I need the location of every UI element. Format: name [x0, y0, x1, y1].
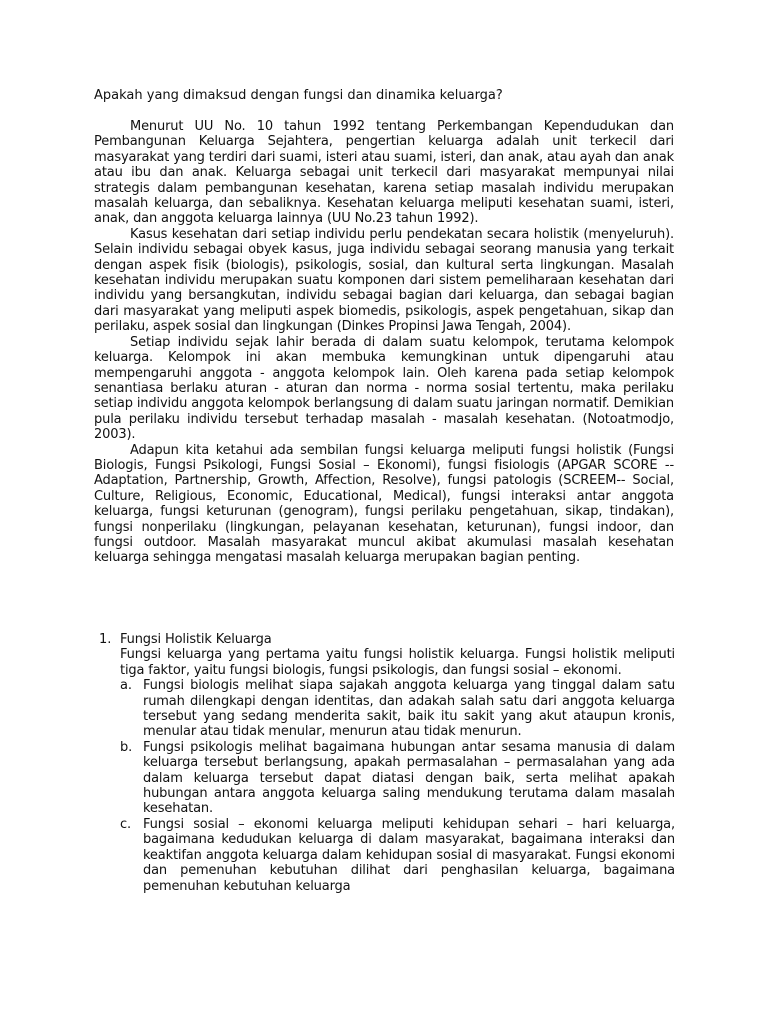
sub-item-marker: b.: [120, 739, 133, 755]
sub-item-text: Fungsi sosial – ekonomi keluarga meliputi kehidupan sehari – hari keluarga, bagaimana kedudukan keluarga di dalam masyarakat, bagaimana interaksi dan keaktifan anggota keluarga dalam kehidupan sosial di masyarakat. Fungsi ekonomi dan pemenuhan kebutuhan dilihat dari penghasilan keluarga, bagaimana pemenuhan kebutuhan keluarga: [143, 816, 675, 894]
sub-item-marker: a.: [120, 678, 132, 694]
list-intro: Fungsi keluarga yang pertama yaitu fungsi holistik keluarga. Fungsi holistik meliputi tiga faktor, yaitu fungsi biologis, fungsi psikologis, dan fungsi sosial – ekonomi.: [120, 647, 675, 678]
sub-item-b: [120, 740, 675, 817]
paragraph-3: Setiap individu sejak lahir berada di dalam suatu kelompok, terutama kelompok keluarga. Kelompok ini akan membuka kemungkinan untuk dipengaruhi atau mempengaruhi anggota - anggota kelompok lain. Oleh karena pada setiap kelompok senantiasa berlaku aturan - aturan dan norma - norma sosial tertentu, maka perilaku setiap individu anggota kelompok berlangsung di dalam suatu jaringan normatif. Demikian pula perilaku individu tersebut terhadap masalah - masalah kesehatan. (Notoatmodjo, 2003).: [94, 334, 674, 443]
body-text: [94, 119, 674, 566]
sub-item-marker: c.: [120, 816, 131, 832]
sub-item-a: [120, 678, 675, 740]
sub-item-text: Fungsi biologis melihat siapa sajakah anggota keluarga yang tinggal dalam satu rumah dilengkapi dengan identitas, dan adakah salah satu dari anggota keluarga tersebut yang sedang menderita sakit, baik itu sakit yang akut ataupun kronis, menular atau tidak menular, menurun atau tidak menurun.: [143, 678, 675, 740]
list-number: 1.: [99, 632, 112, 647]
list-item-1: [120, 632, 675, 894]
paragraph-1: Menurut UU No. 10 tahun 1992 tentang Perkembangan Kependudukan dan Pembangunan Keluarga Sejahtera, pengertian keluarga adalah unit terkecil dari masyarakat yang terdiri dari suami, isteri atau suami, isteri, dan anak, atau ayah dan anak atau ibu dan anak. Keluarga sebagai unit terkecil dari masyarakat mempunyai nilai strategis dalam pembangunan kesehatan, karena setiap masalah individu merupakan masalah keluarga, dan sebaliknya. Kesehatan keluarga meliputi kesehatan suami, isteri, anak, dan anggota keluarga lainnya (UU No.23 tahun 1992).: [94, 119, 674, 227]
paragraph-4: Adapun kita ketahui ada sembilan fungsi keluarga meliputi fungsi holistik (Fungsi Biologis, Fungsi Psikologi, Fungsi Sosial – Ekonomi), fungsi fisiologis (APGAR SCORE --Adaptation, Partnership, Growth, Affection, Resolve), fungsi patologis (SCREEM-- Social, Culture, Religious, Economic, Educational, Medical), fungsi interaksi antar anggota keluarga, fungsi keturunan (genogram), fungsi perilaku pengetahuan, sikap, tindakan), fungsi nonperilaku (lingkungan, pelayanan kesehatan, keturunan), fungsi indoor, dan fungsi outdoor. Masalah masyarakat muncul akibat akumulasi masalah kesehatan keluarga sehingga mengatasi masalah keluarga merupakan bagian penting.: [94, 442, 674, 566]
paragraph-2: Kasus kesehatan dari setiap individu perlu pendekatan secara holistik (menyeluruh). Selain individu sebagai obyek kasus, juga individu sebagai seorang manusia yang terkait dengan aspek fisik (biologis), psikologis, sosial, dan kultural serta lingkungan. Masalah kesehatan individu merupakan suatu komponen dari sistem pemeliharaan kesehatan dari individu yang bersangkutan, individu sebagai bagian dari keluarga, dan sebagai bagian dari masyarakat yang meliputi aspek biomedis, psikologis, aspek pengetahuan, sikap dan perilaku, aspek sosial dan lingkungan (Dinkes Propinsi Jawa Tengah, 2004).: [94, 226, 674, 335]
sub-item-c: [120, 817, 675, 894]
list-heading: Fungsi Holistik Keluarga: [120, 632, 272, 647]
sub-item-text: Fungsi psikologis melihat bagaimana hubungan antar sesama manusia di dalam keluarga tersebut berlangsung, apakah permasalahan – permasalahan yang ada dalam keluarga tersebut dapat diatasi dengan baik, serta melihat apakah hubungan antara anggota keluarga saling mendukung terutama dalam masalah kesehatan.: [143, 739, 675, 817]
document-title: Apakah yang dimaksud dengan fungsi dan dinamika keluarga?: [94, 88, 503, 103]
